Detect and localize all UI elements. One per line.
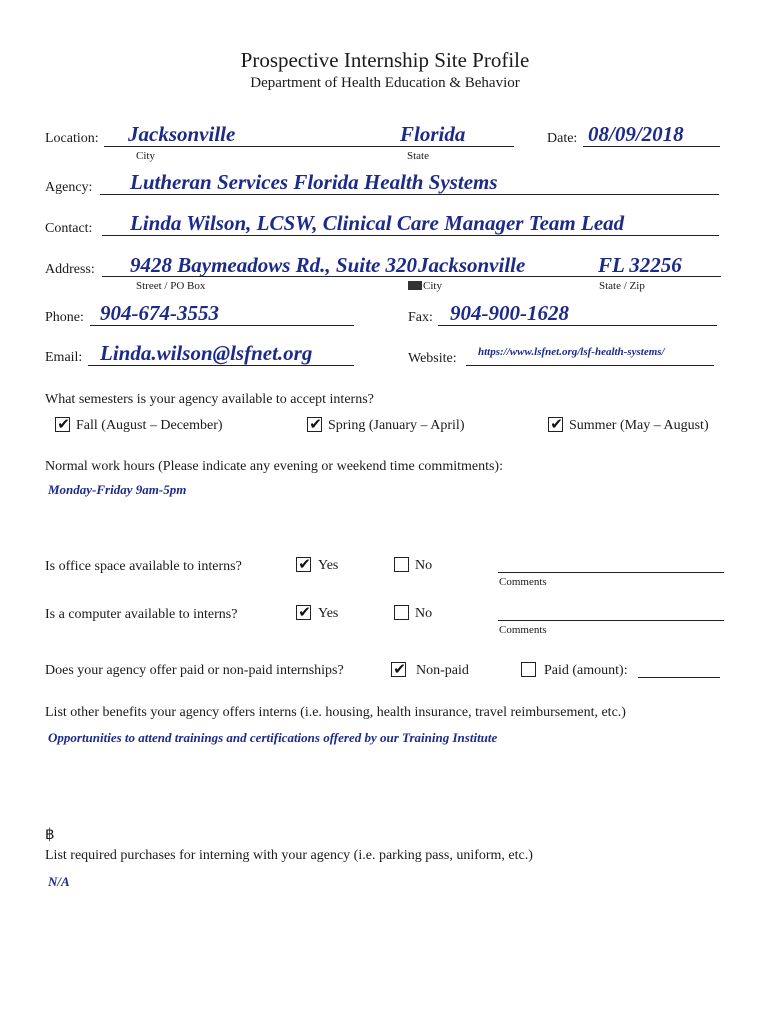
paid-checkbox[interactable]: [521, 662, 536, 677]
email-field[interactable]: Linda.wilson@lsfnet.org: [100, 341, 313, 365]
office-question: Is office space available to interns?: [45, 559, 242, 574]
paid-question: Does your agency offer paid or non-paid internships?: [45, 663, 344, 678]
summer-checkbox[interactable]: [548, 417, 563, 432]
benefits-answer-field[interactable]: Opportunities to attend trainings and certifications offered by our Training Institute: [48, 730, 498, 745]
computer-comments-caption: Comments: [499, 624, 547, 636]
state-caption: State: [407, 150, 429, 162]
phone-field[interactable]: 904-674-3553: [100, 301, 219, 325]
check-icon: ✔: [393, 660, 406, 678]
office-no-label: No: [415, 558, 433, 573]
nonpaid-label: Non-paid: [416, 663, 469, 678]
street-field[interactable]: 9428 Baymeadows Rd., Suite 320: [130, 253, 418, 277]
state-zip-field[interactable]: FL 32256: [598, 253, 682, 277]
state-zip-caption: State / Zip: [599, 280, 645, 292]
spring-label: Spring (January – April): [328, 418, 465, 433]
spring-checkbox[interactable]: [307, 417, 322, 432]
address-city-field[interactable]: Jacksonville: [418, 253, 526, 277]
agency-label: Agency:: [45, 180, 93, 195]
paid-label: Paid (amount):: [544, 663, 628, 678]
computer-yes-checkbox[interactable]: [296, 605, 311, 620]
page-subtitle: Department of Health Education & Behavior: [250, 75, 520, 91]
check-icon: ✔: [298, 603, 311, 621]
fax-label: Fax:: [408, 310, 433, 325]
street-caption: Street / PO Box: [136, 280, 206, 292]
computer-no-checkbox[interactable]: [394, 605, 409, 620]
paid-amount-line[interactable]: [638, 677, 720, 678]
computer-comments-line[interactable]: [498, 620, 724, 621]
website-label: Website:: [408, 351, 457, 366]
phone-label: Phone:: [45, 310, 84, 325]
purchases-question: List required purchases for interning with your agency (i.e. parking pass, uniform, etc.): [45, 848, 533, 863]
summer-label: Summer (May – August): [569, 418, 709, 433]
location-label: Location:: [45, 131, 99, 146]
nonpaid-checkbox[interactable]: [391, 662, 406, 677]
stray-mark: ฿: [45, 825, 55, 843]
office-comments-caption: Comments: [499, 576, 547, 588]
contact-field[interactable]: Linda Wilson, LCSW, Clinical Care Manager Team Lead: [130, 211, 625, 235]
benefits-question: List other benefits your agency offers interns (i.e. housing, health insurance, travel reimbursement, etc.): [45, 705, 626, 720]
city-caption: City: [136, 150, 155, 162]
check-icon: ✔: [550, 415, 563, 433]
office-comments-line[interactable]: [498, 572, 724, 573]
fall-checkbox[interactable]: [55, 417, 70, 432]
computer-yes-label: Yes: [318, 606, 339, 621]
date-label: Date:: [547, 131, 578, 146]
page-title: Prospective Internship Site Profile: [240, 48, 530, 72]
location-state-field[interactable]: Florida: [400, 122, 466, 146]
computer-no-label: No: [415, 606, 433, 621]
check-icon: ✔: [57, 415, 70, 433]
fall-label: Fall (August – December): [76, 418, 223, 433]
office-yes-checkbox[interactable]: [296, 557, 311, 572]
agency-field[interactable]: Lutheran Services Florida Health Systems: [130, 170, 498, 194]
office-yes-label: Yes: [318, 558, 339, 573]
website-field[interactable]: https://www.lsfnet.org/lsf-health-systems/: [478, 346, 665, 358]
date-field[interactable]: 08/09/2018: [588, 122, 684, 146]
contact-label: Contact:: [45, 221, 93, 236]
location-city-field[interactable]: Jacksonville: [128, 122, 236, 146]
check-icon: ✔: [309, 415, 322, 433]
hours-question: Normal work hours (Please indicate any evening or weekend time commitments):: [45, 459, 503, 474]
email-label: Email:: [45, 350, 83, 365]
purchases-answer-field[interactable]: N/A: [48, 874, 70, 889]
redaction-mark-icon: [408, 281, 422, 290]
hours-answer-field[interactable]: Monday-Friday 9am-5pm: [48, 482, 187, 497]
address-city-caption: City: [408, 280, 442, 292]
computer-question: Is a computer available to interns?: [45, 607, 238, 622]
office-no-checkbox[interactable]: [394, 557, 409, 572]
address-label: Address:: [45, 262, 95, 277]
fax-field[interactable]: 904-900-1628: [450, 301, 569, 325]
semesters-question: What semesters is your agency available to accept interns?: [45, 392, 374, 407]
website-line: [466, 365, 714, 366]
check-icon: ✔: [298, 555, 311, 573]
